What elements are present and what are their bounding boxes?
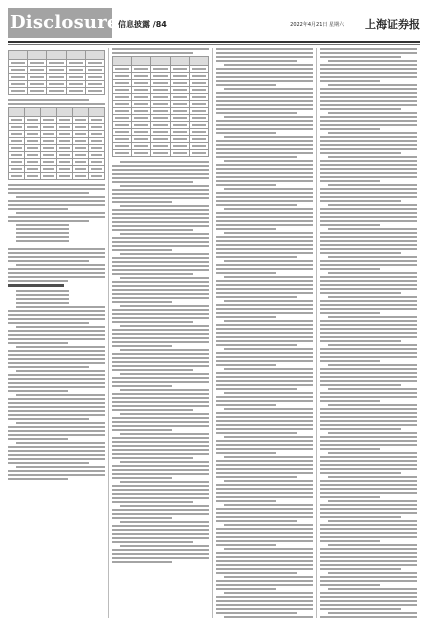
text-column-3 xyxy=(216,48,313,620)
banner-title: Disclosure xyxy=(10,12,119,33)
masthead xyxy=(8,6,420,42)
column-divider xyxy=(108,48,109,618)
issue-date: 2022年4月21日 星期六 xyxy=(290,22,344,28)
column-divider xyxy=(316,48,317,618)
masthead-rule xyxy=(8,41,420,43)
masthead-rule-thin xyxy=(8,44,420,45)
paper-name: 上海证券报 xyxy=(365,18,420,31)
data-table xyxy=(8,50,105,95)
data-table xyxy=(8,107,105,180)
text-column-1 xyxy=(8,48,105,620)
section-label: 信息披露 /84 xyxy=(118,20,167,29)
data-table xyxy=(112,56,209,157)
text-column-4 xyxy=(320,48,417,620)
column-divider xyxy=(212,48,213,618)
text-column-2 xyxy=(112,48,209,620)
